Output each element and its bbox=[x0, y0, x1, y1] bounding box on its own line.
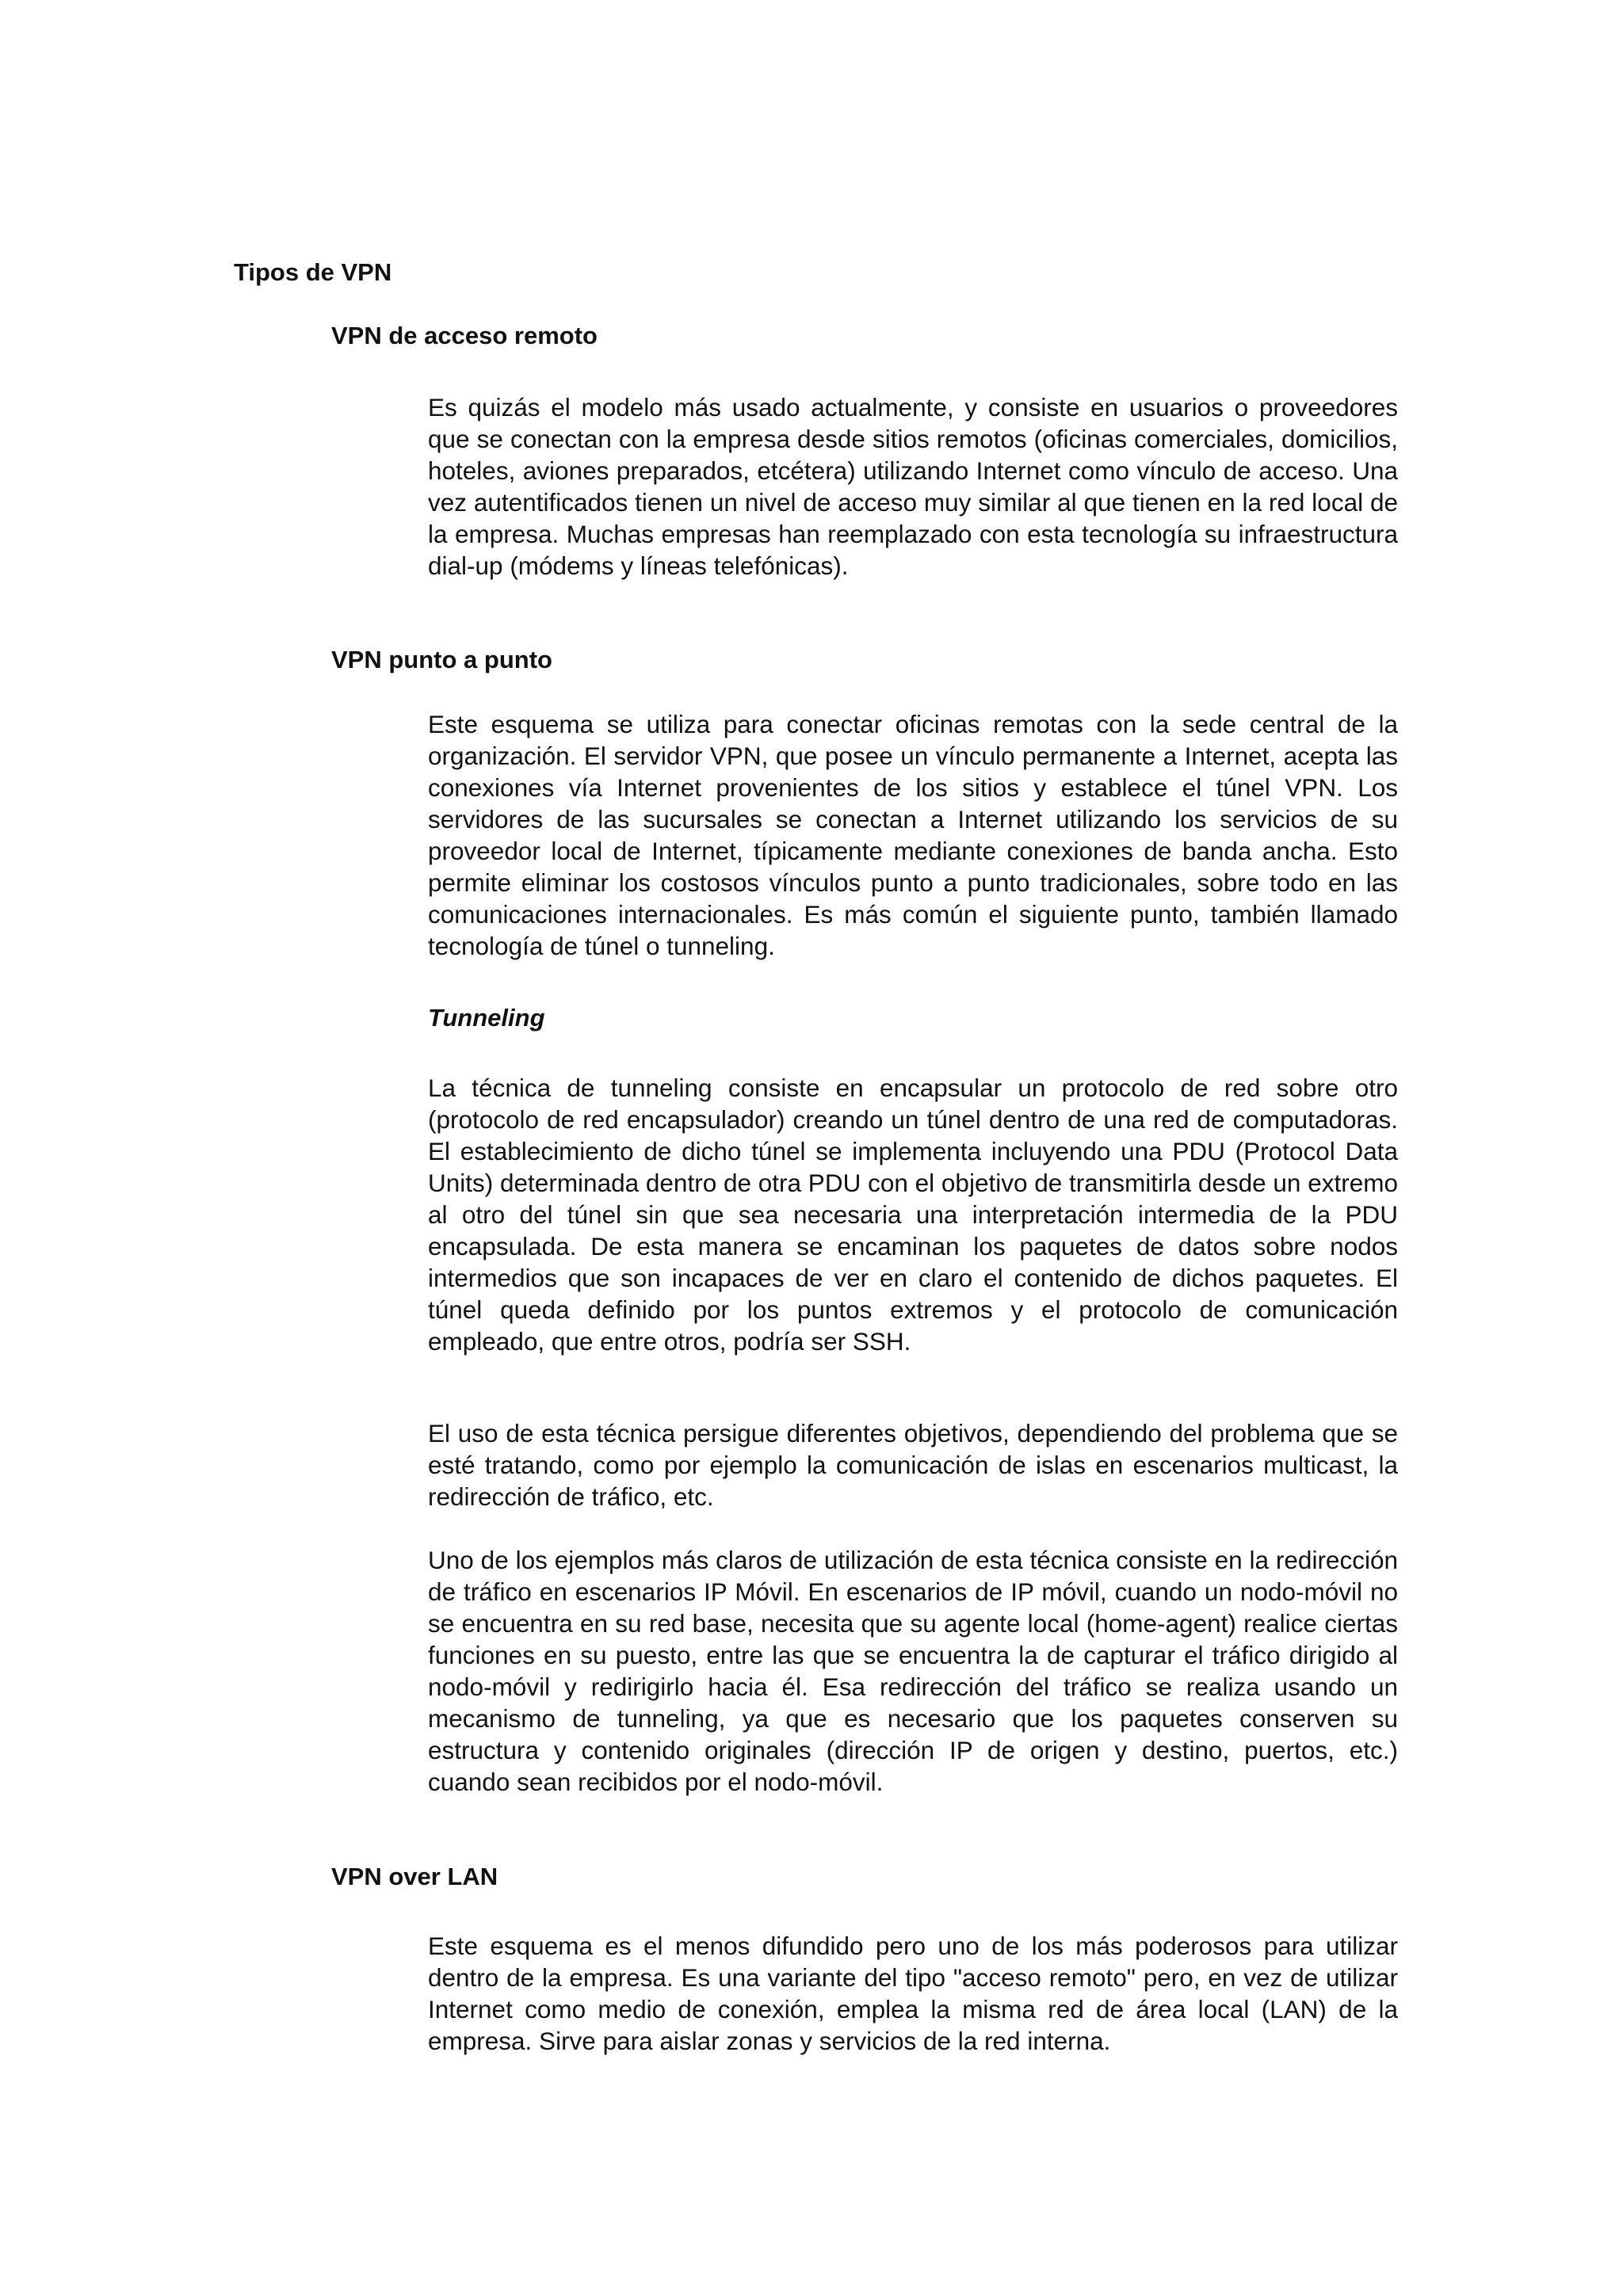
page-title: Tipos de VPN bbox=[234, 258, 392, 286]
subsection-heading-tunneling: Tunneling bbox=[428, 1004, 545, 1032]
paragraph-over-lan: Este esquema es el menos difundido pero uno de los más poderosos para utilizar dentro de la empresa. Es una variante del tipo "acceso remoto" pero, en vez de utilizar Internet como medio de conexión, emplea la misma red de área local (LAN) de la empresa. Sirve para aislar zonas y servicios de la red interna. bbox=[428, 1932, 1398, 2055]
section-heading-punto-a-punto: VPN punto a punto bbox=[331, 646, 552, 673]
paragraph-tunneling-3: Uno de los ejemplos más claros de utilización de esta técnica consiste en la redirección de tráfico en escenarios IP Móvil. En escenarios de IP móvil, cuando un nodo-móvil no se encuentra en su red base, necesita que su agente local (home-agent) realice ciertas funciones en su puesto, entre las que se encuentra la de capturar el tráfico dirigido al nodo-móvil y redirigirlo hacia él. Esa redirección del tráfico se realiza usando un mecanismo de tunneling, ya que es necesario que los paquetes conserven su estructura y contenido originales (dirección IP de origen y destino, puertos, etc.) cuando sean recibidos por el nodo-móvil. bbox=[428, 1546, 1398, 1796]
section-heading-acceso-remoto: VPN de acceso remoto bbox=[331, 322, 598, 349]
paragraph-punto-a-punto: Este esquema se utiliza para conectar oficinas remotas con la sede central de la organización. El servidor VPN, que posee un vínculo permanente a Internet, acepta las conexiones vía Internet provenientes de los sitios y establece el túnel VPN. Los servidores de las sucursales se conectan a Internet utilizando los servicios de su proveedor local de Internet, típicamente mediante conexiones de banda ancha. Esto permite eliminar los costosos vínculos punto a punto tradicionales, sobre todo en las comunicaciones internacionales. Es más común el siguiente punto, también llamado tecnología de túnel o tunneling. bbox=[428, 710, 1398, 960]
paragraph-tunneling-2: El uso de esta técnica persigue diferentes objetivos, dependiendo del problema que se esté tratando, como por ejemplo la comunicación de islas en escenarios multicast, la redirección de tráfico, etc. bbox=[428, 1419, 1398, 1511]
paragraph-acceso-remoto: Es quizás el modelo más usado actualmente, y consiste en usuarios o proveedores que se conectan con la empresa desde sitios remotos (oficinas comerciales, domicilios, hoteles, aviones preparados, etcétera) utilizando Internet como vínculo de acceso. Una vez autentificados tienen un nivel de acceso muy similar al que tienen en la red local de la empresa. Muchas empresas han reemplazado con esta tecnología su infraestructura dial-up (módems y líneas telefónicas). bbox=[428, 393, 1398, 580]
paragraph-tunneling-1: La técnica de tunneling consiste en encapsular un protocolo de red sobre otro (protocolo de red encapsulador) creando un túnel dentro de una red de computadoras. El establecimiento de dicho túnel se implementa incluyendo una PDU (Protocol Data Units) determinada dentro de otra PDU con el objetivo de transmitirla desde un extremo al otro del túnel sin que sea necesaria una interpretación intermedia de la PDU encapsulada. De esta manera se encaminan los paquetes de datos sobre nodos intermedios que son incapaces de ver en claro el contenido de dichos paquetes. El túnel queda definido por los puntos extremos y el protocolo de comunicación empleado, que entre otros, podría ser SSH. bbox=[428, 1074, 1398, 1356]
section-heading-over-lan: VPN over LAN bbox=[331, 1863, 498, 1890]
